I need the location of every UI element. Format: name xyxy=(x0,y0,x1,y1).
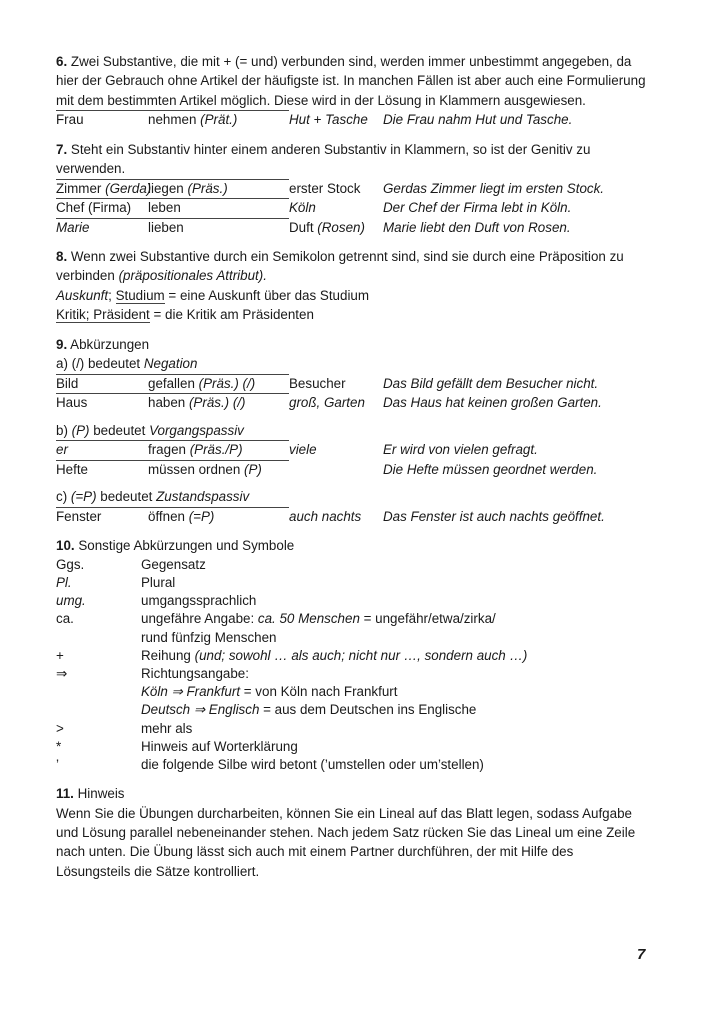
symbol-description: Richtungsangabe: xyxy=(141,665,249,681)
solution-text: Gerdas Zimmer liegt im ersten Stock. xyxy=(383,180,605,196)
symbol-description: rund fünfzig Menschen xyxy=(141,629,277,645)
symbol-row xyxy=(56,720,650,738)
object-text: groß, Garten xyxy=(289,395,365,411)
example-row xyxy=(56,110,650,130)
example-verb xyxy=(148,440,243,460)
object-text: auch nachts xyxy=(289,508,362,524)
section-9 xyxy=(56,335,650,527)
section-number: 7. xyxy=(56,141,68,157)
section-6-text xyxy=(56,52,650,110)
section-8-paragraph: Wenn zwei Substantive durch ein Semikolon getrennt sind, sind sie durch eine Präposition zu verbinden xyxy=(56,249,624,284)
example-verb: lieben xyxy=(148,219,184,235)
subsection-b-head xyxy=(56,421,650,441)
example-object xyxy=(289,218,365,238)
example-noun: Bild xyxy=(56,375,79,391)
section-title: Abkürzungen xyxy=(70,336,150,352)
symbol-row xyxy=(56,556,650,574)
example-noun-b: Studium xyxy=(115,287,165,303)
symbol-description xyxy=(141,647,527,665)
example-object xyxy=(289,110,368,130)
desc-example: Köln ⇒ Frankfurt xyxy=(141,684,241,700)
example-row xyxy=(56,179,650,199)
desc-example: (und; sowohl … als auch; nicht nur …, sondern auch …) xyxy=(194,647,528,663)
example-line xyxy=(56,286,650,306)
symbol-text: umg. xyxy=(56,593,86,609)
example-noun: Hefte xyxy=(56,461,89,477)
symbol-row xyxy=(56,738,650,756)
example-solution xyxy=(383,460,597,480)
example-verb xyxy=(148,507,214,527)
desc-text: ungefähre Angabe: xyxy=(141,611,258,627)
verb-tense: (P) xyxy=(244,461,262,477)
symbol-description: Hinweis auf Worterklärung xyxy=(141,738,298,754)
example-solution xyxy=(383,374,598,394)
section-11 xyxy=(56,784,650,881)
head-symbol: (P) xyxy=(71,422,90,438)
head-text: bedeutet xyxy=(96,489,157,505)
page-content xyxy=(56,52,650,891)
example-verb: leben xyxy=(148,200,181,216)
head-text: c) xyxy=(56,489,71,505)
example-solution xyxy=(383,198,571,218)
section-number: 8. xyxy=(56,249,68,265)
symbol-row xyxy=(56,756,650,774)
section-11-title xyxy=(56,784,650,804)
separator: ; xyxy=(108,287,116,303)
noun-text: er xyxy=(56,442,68,458)
section-7-paragraph: Steht ein Substantiv hinter einem anderen Substantiv in Klammern, so ist der Genitiv zu verwenden. xyxy=(56,141,591,177)
symbol-row-continuation xyxy=(56,629,650,647)
solution-text: Die Frau nahm Hut und Tasche. xyxy=(383,112,573,128)
example-noun xyxy=(56,218,89,238)
solution-text: Das Bild gefällt dem Besucher nicht. xyxy=(383,375,599,391)
symbol-description: umgangssprachlich xyxy=(141,593,257,609)
object-genitive: (Rosen) xyxy=(317,219,365,235)
noun-text: Zimmer xyxy=(56,180,102,196)
symbol-row xyxy=(56,610,650,628)
symbol: > xyxy=(56,720,64,736)
solution-text: Marie liebt den Duft von Rosen. xyxy=(383,219,571,235)
example-verb xyxy=(148,179,228,199)
symbol-row xyxy=(56,665,650,683)
head-text: b) xyxy=(56,422,72,438)
symbol-description xyxy=(141,701,476,719)
example-noun: Haus xyxy=(56,395,88,411)
section-10 xyxy=(56,536,650,774)
solution-text: Das Haus hat keinen großen Garten. xyxy=(383,395,602,411)
symbol: + xyxy=(56,647,64,663)
example-object xyxy=(289,507,361,527)
symbol-text: Pl. xyxy=(56,575,72,591)
example-solution xyxy=(383,393,602,413)
section-number: 10. xyxy=(56,538,75,554)
head-symbol: (=P) xyxy=(70,489,97,505)
verb-tense: (Prät.) xyxy=(200,112,238,128)
example-row xyxy=(56,198,650,218)
section-8 xyxy=(56,247,650,325)
verb-text: haben xyxy=(148,395,189,411)
section-number: 6. xyxy=(56,54,68,69)
example-row xyxy=(56,507,650,527)
example-row xyxy=(56,460,650,480)
object-text: viele xyxy=(289,442,317,458)
subsection-a-head xyxy=(56,354,650,374)
verb-tense: (Präs.) xyxy=(187,180,228,196)
example-row xyxy=(56,393,650,413)
symbol-row-continuation xyxy=(56,683,650,701)
example-row xyxy=(56,218,650,238)
example-solution xyxy=(383,179,604,199)
example-verb xyxy=(148,393,246,413)
desc-text: Reihung xyxy=(141,647,195,663)
section-number: 9. xyxy=(56,336,68,352)
head-term: Zustandspassiv xyxy=(156,489,250,505)
verb-tense: (Präs./P) xyxy=(189,442,243,458)
noun-genitive: (Gerda) xyxy=(105,180,152,196)
verb-text: gefallen xyxy=(148,375,199,391)
object-text: Hut + Tasche xyxy=(289,112,368,128)
verb-text: nehmen xyxy=(148,112,197,128)
head-text: a) (/) bedeutet xyxy=(56,356,144,372)
symbol: Ggs. xyxy=(56,556,85,572)
section-number: 11. xyxy=(56,786,74,802)
section-8-term: (präpositionales Attribut). xyxy=(118,268,267,284)
symbol xyxy=(56,574,72,592)
desc-text: = ungefähr/etwa/zirka/ xyxy=(359,611,496,627)
symbol-row xyxy=(56,574,650,592)
object-text: Duft xyxy=(289,219,314,235)
desc-example: Deutsch ⇒ Englisch xyxy=(141,702,260,718)
desc-example: ca. 50 Menschen xyxy=(257,611,360,627)
symbol-description xyxy=(141,683,397,701)
symbol-row xyxy=(56,647,650,665)
symbol: * xyxy=(56,738,62,754)
symbol-description xyxy=(141,610,496,628)
verb-text: liegen xyxy=(148,180,184,196)
symbol: ca. xyxy=(56,611,74,627)
example-noun xyxy=(56,179,151,199)
section-8-text xyxy=(56,247,650,286)
example-row xyxy=(56,440,650,460)
desc-text: = von Köln nach Frankfurt xyxy=(240,684,398,700)
section-title: Hinweis xyxy=(77,786,125,802)
example-object xyxy=(289,440,317,460)
solution-text: Das Fenster ist auch nachts geöffnet. xyxy=(383,508,605,524)
example-object: Besucher xyxy=(289,375,346,391)
example-explanation: = die Kritik am Präsidenten xyxy=(149,307,314,323)
symbol-row-continuation xyxy=(56,701,650,719)
solution-text: Die Hefte müssen geordnet werden. xyxy=(383,461,598,477)
example-solution xyxy=(383,440,538,460)
desc-text: = aus dem Deutschen ins Englische xyxy=(259,702,477,718)
example-noun-a: Auskunft xyxy=(56,287,109,303)
example-verb xyxy=(148,374,255,394)
solution-text: Der Chef der Firma lebt in Köln. xyxy=(383,200,572,216)
page-number: 7 xyxy=(637,946,646,963)
example-nouns: Kritik; Präsident xyxy=(56,307,150,323)
symbol-description: mehr als xyxy=(141,720,193,736)
example-object xyxy=(289,393,365,413)
example-object xyxy=(289,198,316,218)
verb-text: öffnen xyxy=(148,508,189,524)
example-object: erster Stock xyxy=(289,180,361,196)
example-noun: Frau xyxy=(56,112,84,128)
section-11-paragraph: Wenn Sie die Übungen durcharbeiten, können Sie ein Lineal auf das Blatt legen, sodass Aufgabe und Lösung parallel nebeneinander stehen. Nach jedem Satz rücken Sie das Lineal um eine Zeile nach unten. Die Übung lässt sich auch mit einem Partner durchführen, der mit Hilfe des Lösungsteils die Sätze kontrolliert. xyxy=(56,805,636,879)
noun-text: Marie xyxy=(56,219,90,235)
solution-text: Er wird von vielen gefragt. xyxy=(383,442,538,458)
example-line xyxy=(56,305,650,325)
example-explanation: = eine Auskunft über das Studium xyxy=(164,287,370,303)
object-text: Köln xyxy=(289,200,316,216)
head-term: Vorgangspassiv xyxy=(149,422,244,438)
example-solution xyxy=(383,507,605,527)
verb-tense: (Präs.) (/) xyxy=(188,395,246,411)
symbol-row xyxy=(56,592,650,610)
example-verb xyxy=(148,110,237,130)
section-10-title xyxy=(56,536,650,556)
example-row xyxy=(56,374,650,394)
section-6-paragraph: Zwei Substantive, die mit + (= und) verbunden sind, werden immer unbestimmt angegeben, da hier der Gebrauch ohne Artikel der häufigste ist. In manchen Fällen ist aber auch eine Formulierung mit dem bestimmten Artikel möglich. Diese wird in der Lösung in Klammern ausgewiesen. xyxy=(56,54,646,108)
symbol-description: Gegensatz xyxy=(141,556,206,572)
head-term: Negation xyxy=(143,356,198,372)
verb-text: müssen ordnen xyxy=(148,461,245,477)
example-solution xyxy=(383,110,572,130)
head-text: bedeutet xyxy=(89,422,150,438)
section-title: Sonstige Abkürzungen und Symbole xyxy=(78,538,295,554)
verb-tense: (Präs.) (/) xyxy=(198,375,256,391)
section-9-title xyxy=(56,335,650,355)
section-7 xyxy=(56,140,650,237)
symbol: ’ xyxy=(56,756,59,772)
section-7-text xyxy=(56,140,650,179)
subsection-c-head xyxy=(56,487,650,507)
example-noun xyxy=(56,440,68,460)
arrow-symbol: ⇒ xyxy=(56,665,68,681)
example-noun: Chef (Firma) xyxy=(56,200,132,216)
verb-text: fragen xyxy=(148,442,190,458)
symbol xyxy=(56,592,86,610)
verb-tense: (=P) xyxy=(188,508,215,524)
example-solution xyxy=(383,218,571,238)
example-verb xyxy=(148,460,262,480)
example-noun: Fenster xyxy=(56,508,102,524)
section-6 xyxy=(56,52,650,130)
symbol-description: Plural xyxy=(141,575,176,591)
symbol-description: die folgende Silbe wird betont (’umstellen oder um’stellen) xyxy=(141,756,484,772)
